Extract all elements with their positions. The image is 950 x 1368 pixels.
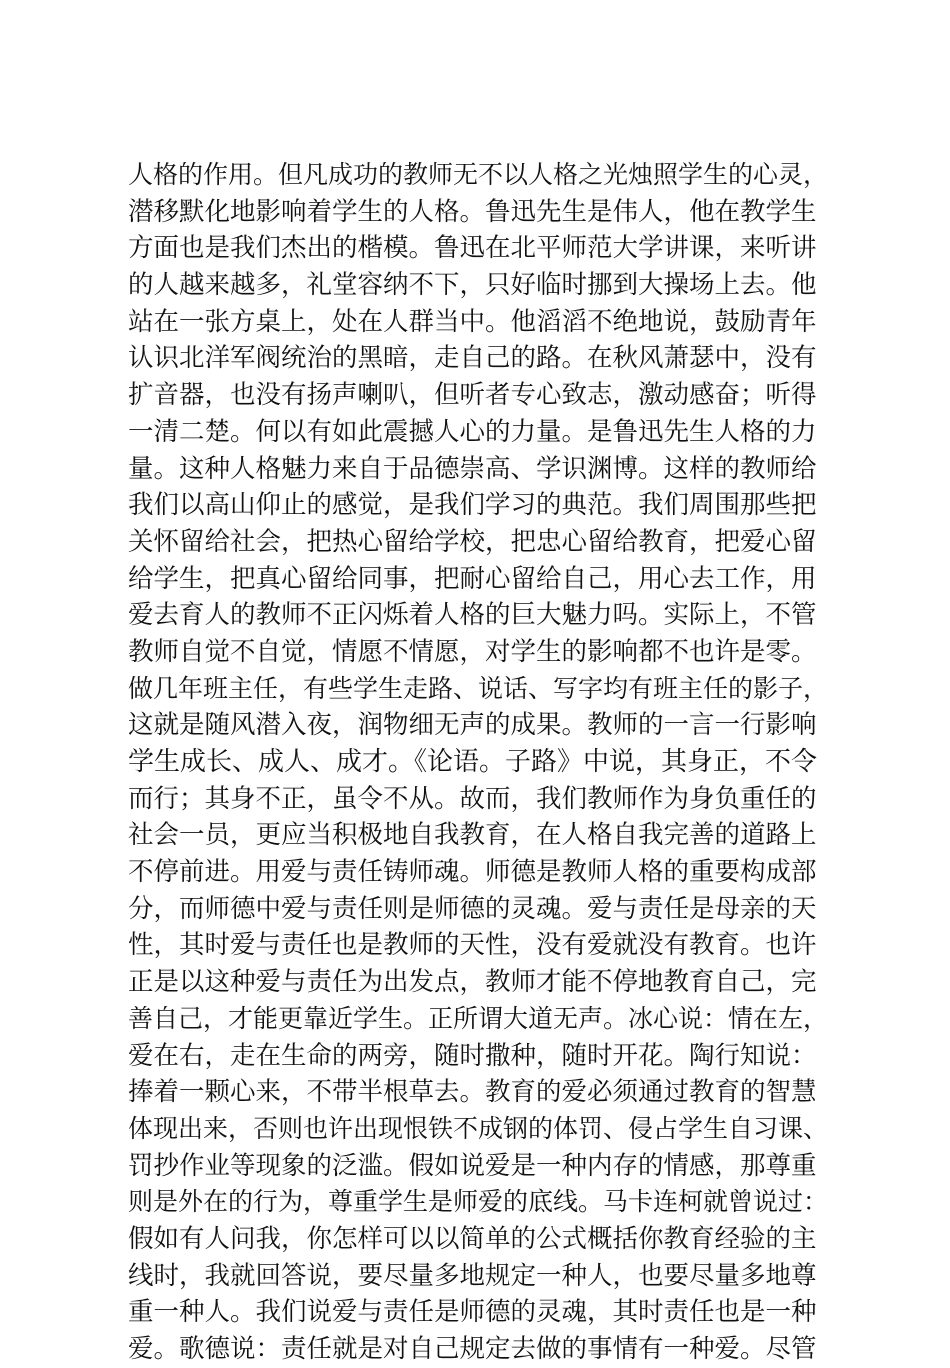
text-line: 罚抄作业等现象的泛滥。假如说爱是一种内存的情感，那尊重 [128, 1150, 817, 1181]
body-text [128, 157, 828, 1368]
text-line: 爱在右，走在生命的两旁，随时撒种，随时开花。陶行知说： [128, 1040, 817, 1071]
text-line: 性，其时爱与责任也是教师的天性，没有爱就没有教育。也许 [128, 930, 817, 961]
text-line: 不停前进。用爱与责任铸师魂。师德是教师人格的重要构成部 [128, 857, 817, 888]
text-line: 我们以高山仰止的感觉，是我们学习的典范。我们周围那些把 [128, 490, 817, 521]
text-line: 社会一员，更应当积极地自我教育，在人格自我完善的道路上 [128, 820, 817, 851]
text-line: 方面也是我们杰出的楷模。鲁迅在北平师范大学讲课，来听讲 [128, 233, 817, 264]
text-line: 做几年班主任，有些学生走路、说话、写字均有班主任的影子， [128, 673, 829, 703]
text-line: 体现出来，否则也许出现恨铁不成钢的体罚、侵占学生自习课、 [128, 1113, 829, 1143]
text-line: 站在一张方桌上，处在人群当中。他滔滔不绝地说，鼓励青年 [128, 306, 817, 337]
text-line: 捧着一颗心来，不带半根草去。教育的爱必须通过教育的智慧 [128, 1077, 817, 1108]
text-line: 线时，我就回答说，要尽量多地规定一种人，也要尽量多地尊 [128, 1260, 817, 1291]
text-line: 爱去育人的教师不正闪烁着人格的巨大魅力吗。实际上，不管 [128, 600, 817, 631]
text-line: 人格的作用。但凡成功的教师无不以人格之光烛照学生的心灵， [128, 160, 829, 189]
text-line: 潜移默化地影响着学生的人格。鲁迅先生是伟人，他在教学生 [128, 196, 817, 227]
text-line: 量。这种人格魅力来自于品德崇高、学识渊博。这样的教师给 [128, 453, 817, 484]
text-line: 而行；其身不正，虽令不从。故而，我们教师作为身负重任的 [128, 783, 817, 814]
text-line: 分，而师德中爱与责任则是师德的灵魂。爱与责任是母亲的天 [128, 893, 817, 924]
text-line: 正是以这种爱与责任为出发点，教师才能不停地教育自己，完 [128, 967, 817, 998]
text-line: 扩音器，也没有扬声喇叭，但听者专心致志，激动感奋；听得 [128, 380, 817, 411]
text-line: 一清二楚。何以有如此震撼人心的力量。是鲁迅先生人格的力 [128, 416, 817, 447]
text-line: 关怀留给社会，把热心留给学校，把忠心留给教育，把爱心留 [128, 526, 817, 557]
text-line: 这就是随风潜入夜，润物细无声的成果。教师的一言一行影响 [128, 710, 817, 741]
text-line: 假如有人问我，你怎样可以以简单的公式概括你教育经验的主 [128, 1223, 817, 1254]
text-line: 则是外在的行为，尊重学生是师爱的底线。马卡连柯就曾说过： [128, 1187, 829, 1217]
text-line: 善自己，才能更靠近学生。正所谓大道无声。冰心说：情在左， [128, 1003, 829, 1033]
text-line: 教师自觉不自觉，情愿不情愿，对学生的影响都不也许是零。 [128, 636, 817, 667]
text-line: 认识北洋军阀统治的黑暗，走自己的路。在秋风萧瑟中，没有 [128, 343, 817, 374]
text-line: 爱。歌德说：责任就是对自己规定去做的事情有一种爱。尽管 [128, 1334, 817, 1364]
text-line: 给学生，把真心留给同事，把耐心留给自己，用心去工作，用 [128, 563, 817, 594]
text-line: 重一种人。我们说爱与责任是师德的灵魂，其时责任也是一种 [128, 1297, 817, 1328]
text-line: 的人越来越多，礼堂容纳不下，只好临时挪到大操场上去。他 [128, 270, 817, 301]
text-line: 学生成长、成人、成才。《论语。子路》中说，其身正，不令 [128, 747, 818, 777]
